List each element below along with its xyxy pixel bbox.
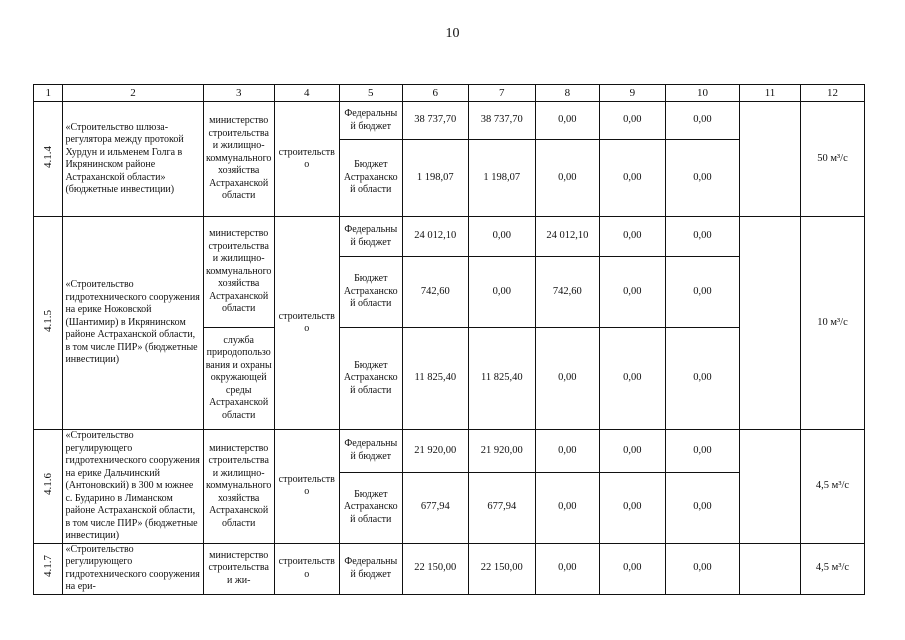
value-col11 (740, 217, 801, 430)
value-col10: 0,00 (665, 543, 739, 594)
value-col9: 0,00 (599, 328, 665, 430)
item-number: 4.1.7 (41, 555, 54, 578)
value-col7: 21 920,00 (468, 430, 535, 473)
item-number-cell (34, 102, 63, 217)
capacity-value: 4,5 м³/с (800, 543, 864, 594)
value-col7: 0,00 (468, 257, 535, 328)
header-cell: 6 (402, 85, 468, 102)
table-row (34, 430, 865, 473)
item-name: «Строительство регулирующего гидротехнического сооружения на ери- (63, 543, 203, 594)
value-col9: 0,00 (599, 257, 665, 328)
value-col6: 24 012,10 (402, 217, 468, 257)
header-cell: 9 (599, 85, 665, 102)
item-executor: министерство строительства и жи- (203, 543, 274, 594)
value-col9: 0,00 (599, 102, 665, 140)
value-col11 (740, 430, 801, 544)
capacity-value: 10 м³/с (800, 217, 864, 430)
value-col6: 11 825,40 (402, 328, 468, 430)
value-col8: 24 012,10 (535, 217, 599, 257)
value-col6: 38 737,70 (402, 102, 468, 140)
value-col7: 677,94 (468, 472, 535, 543)
header-cell: 1 (34, 85, 63, 102)
funding-source: Федеральный бюджет (339, 217, 402, 257)
funding-source: Федеральный бюджет (339, 102, 402, 140)
item-number-cell (34, 430, 63, 544)
header-cell: 3 (203, 85, 274, 102)
value-col10: 0,00 (665, 472, 739, 543)
header-cell: 4 (274, 85, 339, 102)
header-cell: 10 (665, 85, 739, 102)
value-col8: 742,60 (535, 257, 599, 328)
value-col8: 0,00 (535, 102, 599, 140)
header-cell: 11 (740, 85, 801, 102)
value-col9: 0,00 (599, 217, 665, 257)
table-row (34, 217, 865, 257)
value-col10: 0,00 (665, 140, 739, 217)
value-col10: 0,00 (665, 328, 739, 430)
value-col8: 0,00 (535, 543, 599, 594)
value-col8: 0,00 (535, 140, 599, 217)
item-name: «Строительство гидротехнического сооружения на ерике Ножовской (Шантимир) в Икрянинском районе Астраханской области, в том числе ПИР» (бюджетные инвестиции) (63, 217, 203, 430)
value-col6: 677,94 (402, 472, 468, 543)
funding-source: Федеральный бюджет (339, 430, 402, 473)
item-number-cell (34, 217, 63, 430)
funding-source: Бюджет Астраханской области (339, 328, 402, 430)
header-cell: 5 (339, 85, 402, 102)
item-name: «Строительство шлюза-регулятора между протокой Хурдун и ильменем Голга в Икрянинском районе Астраханской области» (бюджетные инвестиции) (63, 102, 203, 217)
value-col8: 0,00 (535, 430, 599, 473)
value-col10: 0,00 (665, 257, 739, 328)
value-col8: 0,00 (535, 328, 599, 430)
table-row (34, 543, 865, 594)
value-col8: 0,00 (535, 472, 599, 543)
item-number-cell (34, 543, 63, 594)
funding-source: Федеральный бюджет (339, 543, 402, 594)
value-col7: 11 825,40 (468, 328, 535, 430)
value-col6: 22 150,00 (402, 543, 468, 594)
item-kind: строительство (274, 430, 339, 544)
funding-source: Бюджет Астраханской области (339, 257, 402, 328)
header-cell: 7 (468, 85, 535, 102)
value-col9: 0,00 (599, 543, 665, 594)
value-col9: 0,00 (599, 140, 665, 217)
value-col10: 0,00 (665, 102, 739, 140)
capacity-value: 4,5 м³/с (800, 430, 864, 544)
item-number: 4.1.4 (41, 145, 54, 168)
header-cell: 12 (800, 85, 864, 102)
value-col6: 1 198,07 (402, 140, 468, 217)
header-cell: 8 (535, 85, 599, 102)
value-col11 (740, 543, 801, 594)
header-row (34, 85, 865, 102)
item-kind: строительство (274, 102, 339, 217)
item-kind: строительство (274, 217, 339, 430)
value-col7: 1 198,07 (468, 140, 535, 217)
value-col6: 21 920,00 (402, 430, 468, 473)
capacity-value: 50 м³/с (800, 102, 864, 217)
value-col7: 0,00 (468, 217, 535, 257)
item-executor: министерство строительства и жилищно-коммунального хозяйства Астраханской области (203, 102, 274, 217)
program-table (33, 84, 865, 595)
header-cell: 2 (63, 85, 203, 102)
value-col7: 22 150,00 (468, 543, 535, 594)
value-col6: 742,60 (402, 257, 468, 328)
item-executor: министерство строительства и жилищно-коммунального хозяйства Астраханской области (203, 430, 274, 544)
value-col10: 0,00 (665, 430, 739, 473)
item-kind: строительство (274, 543, 339, 594)
value-col9: 0,00 (599, 472, 665, 543)
value-col9: 0,00 (599, 430, 665, 473)
item-number: 4.1.6 (41, 473, 54, 495)
value-col11 (740, 102, 801, 217)
value-col7: 38 737,70 (468, 102, 535, 140)
page-number: 10 (445, 26, 460, 41)
funding-source: Бюджет Астраханской области (339, 140, 402, 217)
item-name: «Строительство регулирующего гидротехнического сооружения на ерике Дальчинский (Антоновский) в 300 м южнее с. Бударино в Лиманском районе Астраханской области, в том числе ПИР» (бюджетные инвестиции) (63, 430, 203, 544)
item-number: 4.1.5 (41, 309, 54, 332)
item-executor (203, 217, 274, 328)
value-col10: 0,00 (665, 217, 739, 257)
funding-source: Бюджет Астраханской области (339, 472, 402, 543)
table-row (34, 102, 865, 140)
item-executor-text: министерство строительства и жилищно-коммунального хозяйства Астраханской области (205, 228, 272, 315)
item-executor: служба природопользования и охраны окружающей среды Астраханской области (203, 328, 274, 430)
